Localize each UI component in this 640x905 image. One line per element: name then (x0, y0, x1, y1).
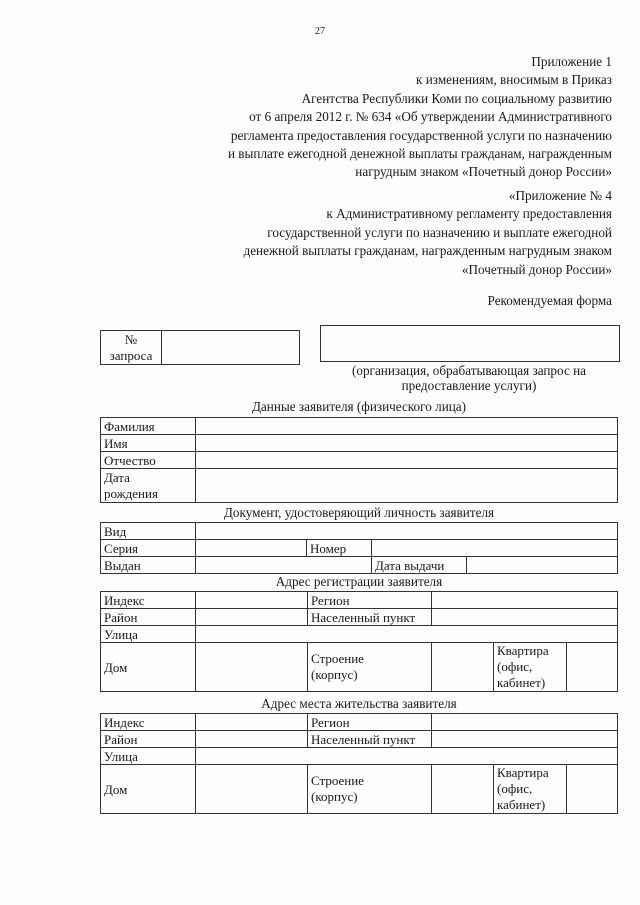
live-building-field[interactable] (432, 765, 494, 814)
last-name-label: Фамилия (101, 418, 196, 435)
page-number: 27 (315, 26, 325, 37)
birth-date-field[interactable] (196, 469, 618, 503)
document-table (100, 522, 618, 574)
issued-by-field[interactable] (196, 557, 372, 574)
live-street-field[interactable] (196, 748, 618, 765)
header-line: к изменениям, вносимым в Приказ (416, 72, 612, 88)
header-line: денежной выплаты гражданам, награжденным нагрудным знаком (243, 243, 612, 259)
issue-date-label: Дата выдачи (372, 557, 467, 574)
last-name-field[interactable] (196, 418, 618, 435)
first-name-label: Имя (101, 435, 196, 452)
live-district-field[interactable] (196, 731, 308, 748)
live-locality-label: Населенный пункт (308, 731, 432, 748)
organization-field[interactable] (320, 325, 620, 362)
issued-by-label: Выдан (101, 557, 196, 574)
birth-date-label: Дата рождения (101, 469, 196, 503)
issue-date-field[interactable] (467, 557, 618, 574)
reg-district-field[interactable] (196, 609, 308, 626)
header-line: «Почетный донор России» (461, 261, 612, 277)
reg-street-field[interactable] (196, 626, 618, 643)
live-house-label: Дом (101, 765, 196, 814)
header-line: нагрудным знаком «Почетный донор России» (355, 164, 612, 180)
applicant-table (100, 417, 618, 503)
live-apartment-label: Квартира (офис, кабинет) (494, 765, 567, 814)
reg-locality-label: Населенный пункт (308, 609, 432, 626)
header-line: «Приложение № 4 (508, 188, 612, 203)
reg-building-label: Строение (корпус) (308, 643, 432, 692)
header-line: государственной услуги по назначению и выплате ежегодной (267, 224, 612, 240)
reg-address-table (100, 591, 618, 692)
appendix-4-header (243, 187, 612, 279)
live-apartment-field[interactable] (567, 765, 618, 814)
patronymic-label: Отчество (101, 452, 196, 469)
document-type-label: Вид (101, 523, 196, 540)
organization-caption: (организация, обрабатывающая запрос на предоставление услуги) (351, 363, 587, 393)
series-label: Серия (101, 540, 196, 557)
reg-locality-field[interactable] (432, 609, 618, 626)
reg-apartment-label: Квартира (офис, кабинет) (494, 643, 567, 692)
live-region-label: Регион (308, 714, 432, 731)
header-line: регламента предоставления государственной услуги по назначению (230, 127, 612, 143)
reg-house-field[interactable] (196, 643, 308, 692)
live-address-section-title: Адрес места жительства заявителя (261, 696, 457, 711)
live-index-label: Индекс (101, 714, 196, 731)
number-label: Номер (307, 540, 372, 557)
reg-building-field[interactable] (432, 643, 494, 692)
reg-index-label: Индекс (101, 592, 196, 609)
live-region-field[interactable] (432, 714, 618, 731)
document-section-title: Документ, удостоверяющий личность заявителя (223, 505, 495, 520)
patronymic-field[interactable] (196, 452, 618, 469)
request-number-box (100, 330, 300, 365)
header-line: к Административному регламенту предоставления (326, 206, 612, 222)
document-type-field[interactable] (196, 523, 618, 540)
request-number-field[interactable] (162, 331, 300, 365)
reg-address-section-title: Адрес регистрации заявителя (275, 574, 443, 589)
first-name-field[interactable] (196, 435, 618, 452)
reg-apartment-field[interactable] (567, 643, 618, 692)
appendix-1-header (228, 53, 612, 182)
applicant-section-title: Данные заявителя (физического лица) (251, 399, 467, 414)
reg-index-field[interactable] (196, 592, 308, 609)
header-line: и выплате ежегодной денежной выплаты гражданам, награжденным (227, 146, 612, 162)
live-house-field[interactable] (196, 765, 308, 814)
reg-region-label: Регион (308, 592, 432, 609)
header-line: Агентства Республики Коми по социальному развитию (301, 90, 612, 106)
request-number-label: № запроса (101, 331, 162, 365)
live-district-label: Район (101, 731, 196, 748)
reg-house-label: Дом (101, 643, 196, 692)
live-street-label: Улица (101, 748, 196, 765)
reg-street-label: Улица (101, 626, 196, 643)
live-index-field[interactable] (196, 714, 308, 731)
number-field[interactable] (372, 540, 618, 557)
series-field[interactable] (196, 540, 307, 557)
live-building-label: Строение (корпус) (308, 765, 432, 814)
recommended-form-label: Рекомендуемая форма (487, 293, 612, 308)
header-line: от 6 апреля 2012 г. № 634 «Об утверждении Административного (249, 109, 612, 125)
reg-region-field[interactable] (432, 592, 618, 609)
header-line: Приложение 1 (531, 54, 612, 69)
live-locality-field[interactable] (432, 731, 618, 748)
live-address-table (100, 713, 618, 814)
reg-district-label: Район (101, 609, 196, 626)
